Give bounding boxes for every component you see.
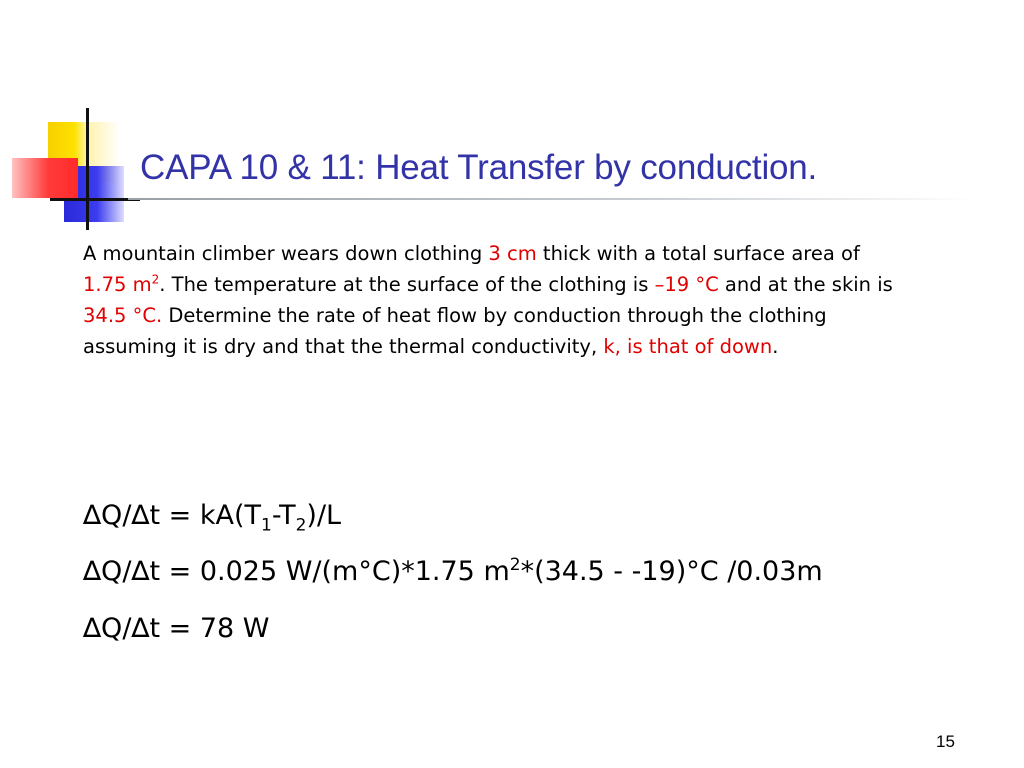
horizontal-line-shape	[50, 198, 140, 201]
red-bar-shape	[12, 158, 78, 198]
eq1-subscript-2: 2	[295, 515, 307, 536]
skin-temperature-value: 34.5 °C.	[83, 304, 163, 327]
problem-text-3: . The temperature at the surface of the clothing is	[159, 273, 655, 296]
area-number: 1.75 m	[83, 273, 152, 296]
area-value	[83, 273, 159, 296]
equation-result: ∆Q/∆t = 78 W	[83, 613, 270, 644]
eq1-mid: -T	[271, 500, 296, 531]
eq1-subscript-1: 1	[260, 515, 272, 536]
area-exponent: 2	[151, 272, 160, 287]
slide-logo-decoration	[0, 100, 150, 230]
title-divider	[128, 198, 978, 200]
thickness-value: 3 cm	[488, 242, 537, 265]
page-number: 15	[936, 732, 955, 751]
eq2-pre: ∆Q/∆t = 0.025 W/(m°C)*1.75 m	[83, 556, 510, 587]
equation-formula	[83, 500, 342, 536]
eq1-lhs: ∆Q/∆t = kA(T	[83, 500, 261, 531]
problem-text-4: and at the skin is	[718, 273, 893, 296]
problem-text-5: Determine the rate of heat flow by conduction through the clothing assuming it is dry and that the thermal conductivity,	[83, 304, 827, 358]
vertical-line-shape	[86, 108, 89, 230]
problem-text-2: thick with a total surface area of	[536, 242, 860, 265]
eq1-end: )/L	[306, 500, 342, 531]
conductivity-text: k, is that of down	[603, 335, 773, 358]
eq2-superscript: 2	[509, 555, 521, 575]
problem-statement	[83, 238, 903, 362]
problem-text-6: .	[772, 335, 779, 358]
equation-substitution	[83, 556, 823, 587]
eq2-post: *(34.5 - -19)°C /0.03m	[520, 556, 823, 587]
slide-title: CAPA 10 & 11: Heat Transfer by conduction.	[140, 148, 818, 187]
problem-text-1: A mountain climber wears down clothing	[83, 242, 489, 265]
surface-temperature-value: –19 °C	[654, 273, 719, 296]
